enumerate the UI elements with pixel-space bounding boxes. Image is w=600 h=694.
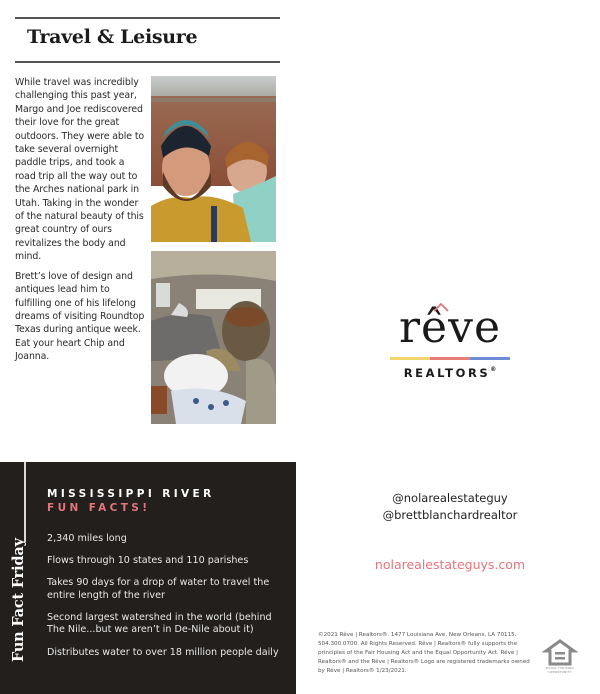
equal-housing-caption: EQUAL HOUSING OPPORTUNITY xyxy=(546,666,574,674)
fun-fact-item: Flows through 10 states and 110 parishes xyxy=(47,555,249,567)
social-handle-nolarealestateguy[interactable]: @nolarealestateguy xyxy=(392,491,508,505)
section-title: Travel & Leisure xyxy=(27,26,198,48)
logo-wordmark: rêve xyxy=(399,302,501,353)
fun-fact-item: Takes 90 days for a drop of water to travel the entire length of the river xyxy=(47,577,270,601)
website-link[interactable]: nolarealestateguys.com xyxy=(374,557,526,572)
registered-mark: ® xyxy=(490,366,497,373)
logo-subtitle xyxy=(388,366,512,380)
article-paragraph: Brett’s love of design and antiques lead him to fulfilling one of his lifelong dreams of visiting Roundtop Texas during antique week. Eat your heart Chip and Joanna. xyxy=(15,270,145,363)
legal-disclaimer: ©2021 Rêve | Realtors®. 1477 Louisiana Ave. New Orleans, LA 70115. 504.300.0700. All Rights Reserved. Rêve | Realtors® fully supports the principles of the Fair Housing Act and the Equal Opportunity Act. Rêve | Realtors® and the Rêve | Realtors® Logo are registered trademarks owned by Rêve | Realtors® 1/23/2021. xyxy=(318,632,530,674)
social-handles xyxy=(360,490,540,524)
fun-fact-item: 2,340 miles long xyxy=(47,533,127,544)
header-rule-top xyxy=(15,17,280,19)
reve-realtors-logo xyxy=(388,300,512,380)
photo-couple-selfie xyxy=(151,76,276,242)
social-handle-brettblanchardrealtor[interactable]: @brettblanchardrealtor xyxy=(382,508,518,522)
equal-housing-logo xyxy=(542,638,578,674)
fun-facts-list xyxy=(47,533,287,669)
logo-caret-accent xyxy=(433,302,449,312)
article-paragraph: While travel was incredibly challenging this past year, Margo and Joe rediscovered their love for the great outdoors. They were able to take several overnight paddle trips, and took a road trip all the way out to the Arches national park in Utah. Taking in the wonder of the natural beauty of this great country of ours revitalizes the body and mind. xyxy=(15,77,145,263)
header-rule-bottom xyxy=(15,61,280,63)
fun-facts-heading-line1: MISSISSIPPI RIVER xyxy=(47,488,215,500)
logo-color-bar xyxy=(390,357,510,360)
equal-housing-house-icon xyxy=(542,638,578,666)
fun-facts-heading-line2: FUN FACTS! xyxy=(47,502,151,514)
fun-facts-heading xyxy=(47,487,215,515)
article-body xyxy=(15,76,145,370)
fun-fact-item: Distributes water to over 18 million people daily xyxy=(47,646,279,658)
logo-bar-yellow xyxy=(390,357,430,360)
logo-subtitle-text: REALTORS xyxy=(403,366,491,380)
panel-vertical-rule xyxy=(24,462,26,542)
fun-fact-friday-title: Fun Fact Friday xyxy=(10,538,27,662)
logo-bar-blue xyxy=(470,357,510,360)
fun-fact-item: Second largest watershed in the world (behind The Nile...but we aren’t in De-Nile about it) xyxy=(47,611,272,636)
logo-bar-coral xyxy=(430,357,470,360)
photo-car-antiques xyxy=(151,251,276,424)
